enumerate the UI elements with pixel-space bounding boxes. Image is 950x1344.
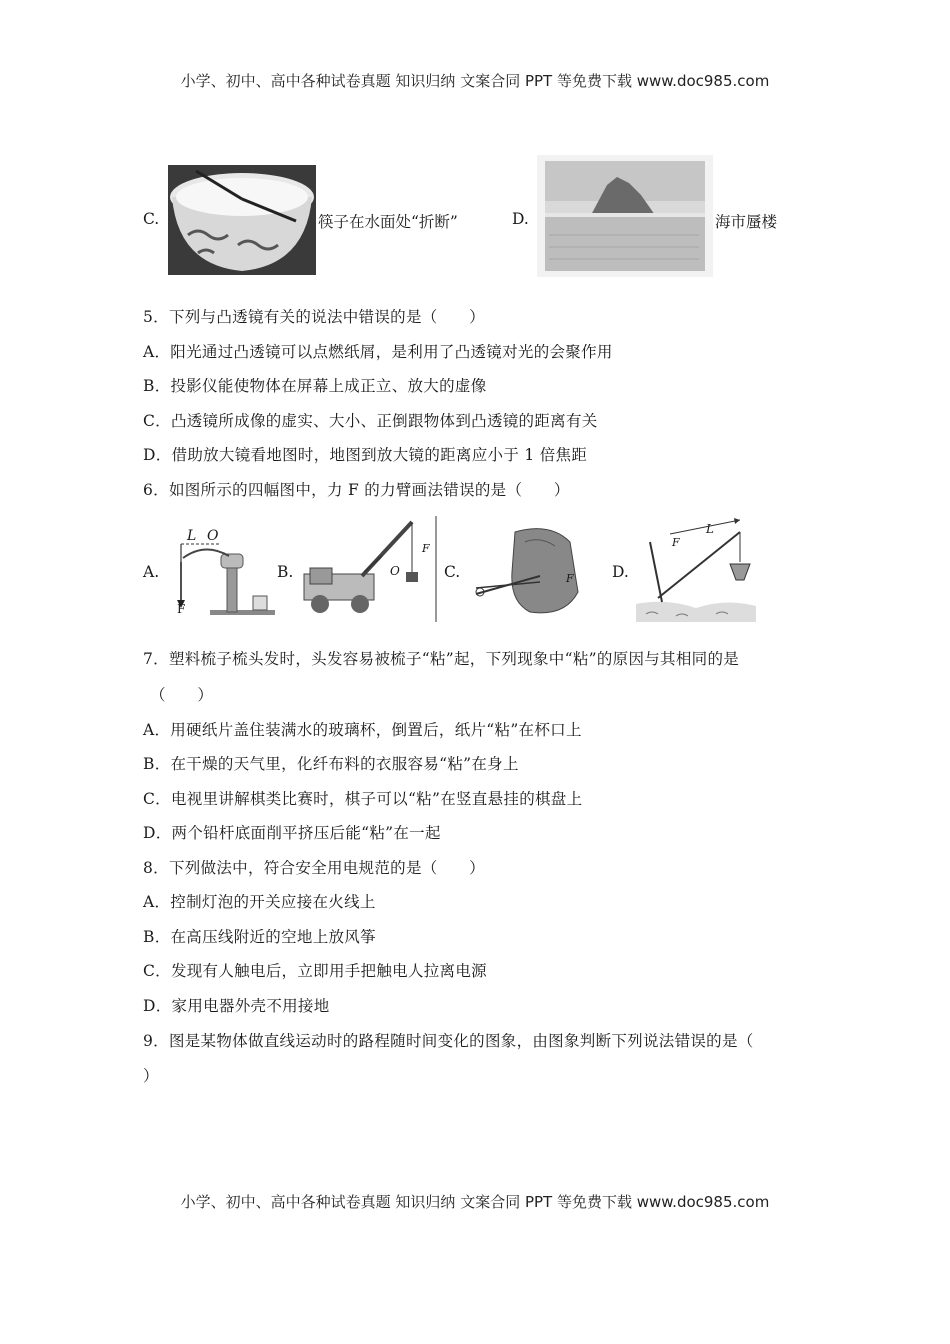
fig-b-label-F: F: [422, 542, 430, 555]
fig-a-label-F: F: [177, 602, 186, 616]
mirage-image: [537, 155, 713, 277]
q5-option-d: D．借助放大镜看地图时，地图到放大镜的距离应小于 1 倍焦距: [143, 446, 588, 464]
q5-stem: 5．下列与凸透镜有关的说法中错误的是（ ）: [143, 308, 485, 326]
q6-option-d-letter: D.: [612, 563, 629, 581]
fig-c-label-F: F: [566, 572, 574, 585]
q5-option-b: B．投影仪能使物体在屏幕上成正立、放大的虚像: [143, 377, 487, 395]
page-footer: 小学、初中、高中各种试卷真题 知识归纳 文案合同 PPT 等免费下载 www.doc985.com: [180, 1193, 770, 1211]
q7-option-a: A．用硬纸片盖住装满水的玻璃杯，倒置后，纸片“粘”在杯口上: [143, 721, 582, 739]
q6-option-b-letter: B.: [277, 563, 294, 581]
q6-figure-c: [470, 522, 585, 622]
q7-stem: 7．塑料梳子梳头发时，头发容易被梳子“粘”起，下列现象中“粘”的原因与其相同的是: [143, 650, 740, 668]
q8-option-d: D．家用电器外壳不用接地: [143, 997, 330, 1015]
fig-b-label-O: O: [390, 564, 400, 578]
q8-option-a: A．控制灯泡的开关应接在火线上: [143, 893, 376, 911]
q6-figure-a: [165, 522, 275, 622]
q6-figure-d: [636, 518, 756, 622]
q8-option-c: C．发现有人触电后，立即用手把触电人拉离电源: [143, 962, 487, 980]
q5-option-c: C．凸透镜所成像的虚实、大小、正倒跟物体到凸透镜的距离有关: [143, 412, 598, 430]
page-header: 小学、初中、高中各种试卷真题 知识归纳 文案合同 PPT 等免费下载 www.doc985.com: [180, 72, 770, 90]
q9-stem-cont: ）: [143, 1067, 159, 1085]
bowl-chopstick-image: [168, 165, 316, 275]
q9-stem: 9．图是某物体做直线运动时的路程随时间变化的图象，由图象判断下列说法错误的是（: [143, 1032, 754, 1050]
fig-d-label-F: F: [672, 536, 680, 549]
q8-option-b: B．在高压线附近的空地上放风筝: [143, 928, 376, 946]
fig-a-label-O: O: [207, 528, 219, 544]
fig-d-label-L: L: [706, 522, 714, 536]
fig-a-label-L: L: [187, 528, 197, 544]
q7-option-c: C．电视里讲解棋类比赛时，棋子可以“粘”在竖直悬挂的棋盘上: [143, 790, 583, 808]
q6-option-c-letter: C.: [444, 563, 461, 581]
q4-option-d-letter: D.: [512, 210, 529, 228]
q6-figure-b: [302, 516, 437, 622]
q7-stem-cont: （ ）: [150, 686, 214, 704]
q7-option-b: B．在干燥的天气里，化纤布料的衣服容易“粘”在身上: [143, 755, 519, 773]
q7-option-d: D．两个铅杆底面削平挤压后能“粘”在一起: [143, 824, 441, 842]
q6-stem: 6．如图所示的四幅图中，力 F 的力臂画法错误的是（ ）: [143, 481, 570, 499]
q4-option-d-caption: 海市蜃楼: [715, 213, 778, 231]
q6-option-a-letter: A.: [143, 563, 160, 581]
q4-option-c-letter: C.: [143, 210, 160, 228]
q5-option-a: A．阳光通过凸透镜可以点燃纸屑，是利用了凸透镜对光的会聚作用: [143, 343, 613, 361]
q8-stem: 8．下列做法中，符合安全用电规范的是（ ）: [143, 859, 485, 877]
q4-option-c-caption: 筷子在水面处“折断”: [318, 213, 458, 231]
